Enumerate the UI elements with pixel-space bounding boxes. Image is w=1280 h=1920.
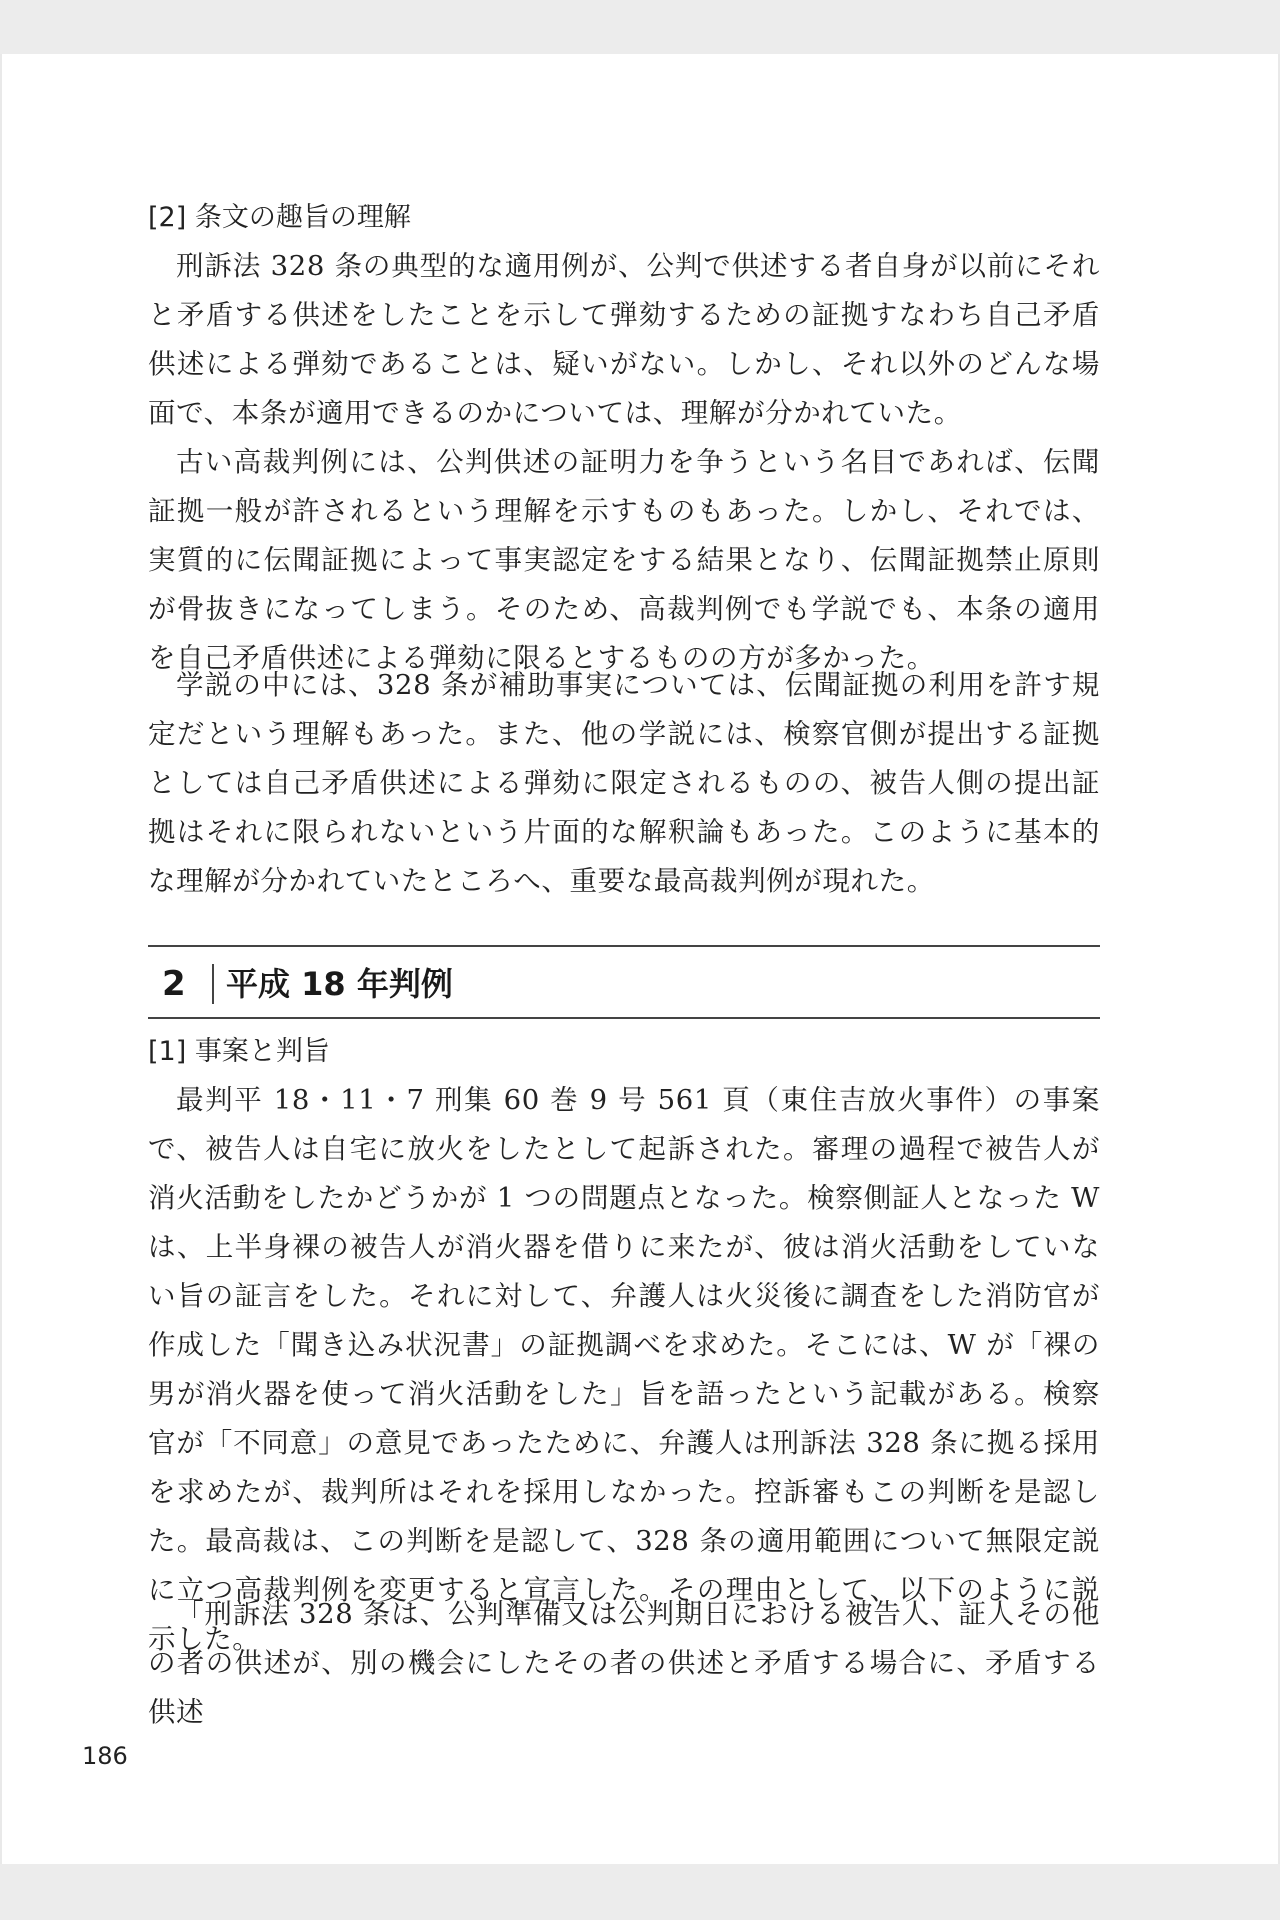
chapter-divider [212, 964, 214, 1004]
chapter-rule-top [148, 945, 1100, 947]
page-number: 186 [82, 1742, 128, 1770]
paragraph: 最判平 18・11・7 刑集 60 巻 9 号 561 頁（東住吉放火事件）の事案で、被告人は自宅に放火をしたとして起訴された。審理の過程で被告人が消火活動をしたかどうかが 1 つの問題点となった。検察側証人となった W は、上半身裸の被告人が消火器を借りに来たが、彼は消火活動をしていない旨の証言をした。それに対して、弁護人は火災後に調査をした消防官が作成した「聞き込み状況書」の証拠調べを求めた。そこには、W が「裸の男が消火器を使って消火活動をした」旨を語ったという記載がある。検察官が「不同意」の意見であったために、弁護人は刑訴法 328 条に拠る採用を求めたが、裁判所はそれを採用しなかった。控訴審もこの判断を是認した。最高裁は、この判断を是認して、328 条の適用範囲について無限定説に立つ高裁判例を変更すると宣言した。その理由として、以下のように説示した。 [148, 1084, 1100, 1655]
chapter-title: 平成 18 年判例 [226, 965, 453, 1003]
section-heading-case: [1] 事案と判旨 [148, 1036, 330, 1067]
paragraph: 学説の中には、328 条が補助事実については、伝聞証拠の利用を許す規定だという理解もあった。また、他の学説には、検察官側が提出する証拠としては自己矛盾供述による弾劾に限定されるものの、被告人側の提出証拠はそれに限られないという片面的な解釈論もあった。このように基本的な理解が分かれていたところへ、重要な最高裁判例が現れた。 [148, 669, 1100, 897]
viewer-top-bar [0, 0, 1280, 54]
paragraph: 古い高裁判例には、公判供述の証明力を争うという名目であれば、伝聞証拠一般が許されるという理解を示すものもあった。しかし、それでは、実質的に伝聞証拠によって事実認定をする結果となり、伝聞証拠禁止原則が骨抜きになってしまう。そのため、高裁判例でも学説でも、本条の適用を自己矛盾供述による弾劾に限るとするものの方が多かった。 [148, 446, 1100, 674]
section-heading-purpose: [2] 条文の趣旨の理解 [148, 202, 411, 233]
viewer-bottom-bar [0, 1864, 1280, 1920]
chapter-number: 2 [162, 964, 186, 1004]
paragraph: 刑訴法 328 条の典型的な適用例が、公判で供述する者自身が以前にそれと矛盾する供述をしたことを示して弾劾するための証拠すなわち自己矛盾供述による弾劾であることは、疑いがない。しかし、それ以外のどんな場面で、本条が適用できるのかについては、理解が分かれていた。 [148, 250, 1100, 429]
chapter-rule-bottom [148, 1017, 1100, 1019]
paragraph: 「刑訴法 328 条は、公判準備又は公判期日における被告人、証人その他の者の供述が、別の機会にしたその者の供述と矛盾する場合に、矛盾する供述 [148, 1598, 1100, 1728]
